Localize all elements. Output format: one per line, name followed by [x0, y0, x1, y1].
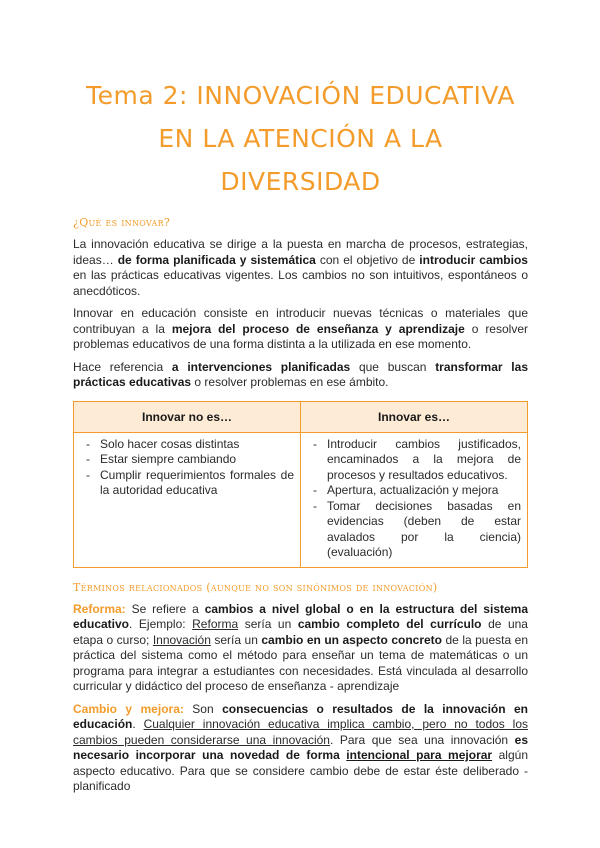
paragraph-reforma — [73, 602, 528, 695]
text: con el objetivo de — [315, 252, 420, 267]
text: . Para que sea una innovación — [329, 732, 515, 747]
list-no-es — [82, 437, 294, 499]
text: que buscan — [350, 359, 436, 374]
paragraph-referencia — [73, 360, 528, 391]
section-heading-terminos: Términos relacionados (aunque no son sinónimos de innovación) — [73, 580, 438, 594]
list-item: - Estar siempre cambiando — [82, 452, 294, 468]
table-header-row — [74, 401, 528, 432]
text: sería un — [210, 632, 262, 647]
underlined-text: Cualquier innovación educativa implica cambio, pero no todos los cambios pueden considerarse una innovación — [73, 717, 528, 747]
bold-underlined-text: intencional para mejorar — [346, 748, 493, 762]
list-item: - Introducir cambios justificados, encaminados a la mejora de procesos y resultados educativos. — [309, 437, 521, 484]
bold-text: introducir cambios — [419, 252, 528, 267]
text: . Ejemplo: — [129, 617, 193, 631]
list-item: - Apertura, actualización y mejora — [309, 483, 521, 499]
text: algún aspecto educativo. Para que se considere cambio debe de estar éste deliberado - planificado — [73, 748, 528, 793]
table-header-es: Innovar es… — [301, 401, 528, 432]
paragraph-definition — [73, 237, 528, 299]
table-row — [74, 432, 528, 567]
text: sería un — [238, 617, 298, 631]
paragraph-innovar-educacion — [73, 306, 528, 353]
text: Hace referencia — [73, 359, 172, 374]
bold-text: cambio completo del currículo — [297, 617, 482, 631]
bold-text: de forma planificada y sistemática — [117, 252, 316, 267]
list-es — [309, 437, 521, 561]
bold-text: cambio en un aspecto concreto — [261, 632, 442, 647]
bold-text: mejora del proceso de enseñanza y aprendizaje — [171, 321, 465, 336]
table-cell-no-es — [74, 432, 301, 567]
term-label-cambio: Cambio y mejora: — [73, 701, 184, 716]
title-line-1: Tema 2: INNOVACIÓN EDUCATIVA EN LA ATENCIÓN A LA — [86, 81, 515, 153]
underlined-text: Reforma — [192, 617, 239, 631]
underlined-text: Innovación — [152, 632, 211, 647]
document-title — [73, 74, 528, 203]
text: Son — [183, 701, 223, 716]
text: o resolver problemas educativos de una forma distinta a la utilizada en ese momento. — [73, 321, 528, 351]
table-cell-es — [301, 432, 528, 567]
list-item: - Solo hacer cosas distintas — [82, 437, 294, 453]
bold-text: es necesario incorporar una novedad de forma — [73, 732, 528, 762]
document-page — [73, 0, 528, 802]
bold-text: cambios a nivel global o en la estructura del sistema educativo — [73, 601, 529, 631]
text: en las prácticas educativas vigentes. Los cambios no son intuitivos, espontáneos o anecdóticos. — [73, 268, 528, 298]
text: o resolver problemas en ese ámbito. — [191, 375, 389, 389]
text: Se refiere a — [125, 601, 205, 616]
text: de una etapa o curso; — [73, 617, 528, 647]
text: Innovar en educación consiste en introducir nuevas técnicas o materiales que contribuyan a la — [73, 306, 528, 336]
bold-text: consecuencias o resultados de la innovación en educación — [73, 701, 529, 731]
text: . — [132, 717, 144, 731]
comparison-table — [73, 401, 528, 568]
table-header-no-es: Innovar no es… — [74, 401, 301, 432]
text: de la puesta en práctica del sistema como el método para enseñar un tema de matemáticas o un programa para integrar a estudiantes con necesidades. Está vinculada al desarrollo curricular y didáctico del proceso de enseñanza - aprendizaje — [73, 632, 528, 693]
section-heading-que-es-innovar: ¿Qué es innovar? — [73, 216, 171, 229]
paragraph-cambio-mejora — [73, 702, 528, 795]
bold-text: a intervenciones planificadas — [171, 359, 351, 374]
title-line-2: DIVERSIDAD — [220, 167, 381, 196]
text: La innovación educativa se dirige a la puesta en marcha de procesos, estrategias, ideas… — [73, 237, 528, 267]
bold-text: transformar las prácticas educativas — [73, 359, 528, 389]
list-item: - Tomar decisiones basadas en evidencias (deben de estar avalados por la ciencia) (evaluación) — [309, 499, 521, 561]
term-label-reforma: Reforma: — [73, 601, 126, 616]
list-item: - Cumplir requerimientos formales de la autoridad educativa — [82, 468, 294, 499]
